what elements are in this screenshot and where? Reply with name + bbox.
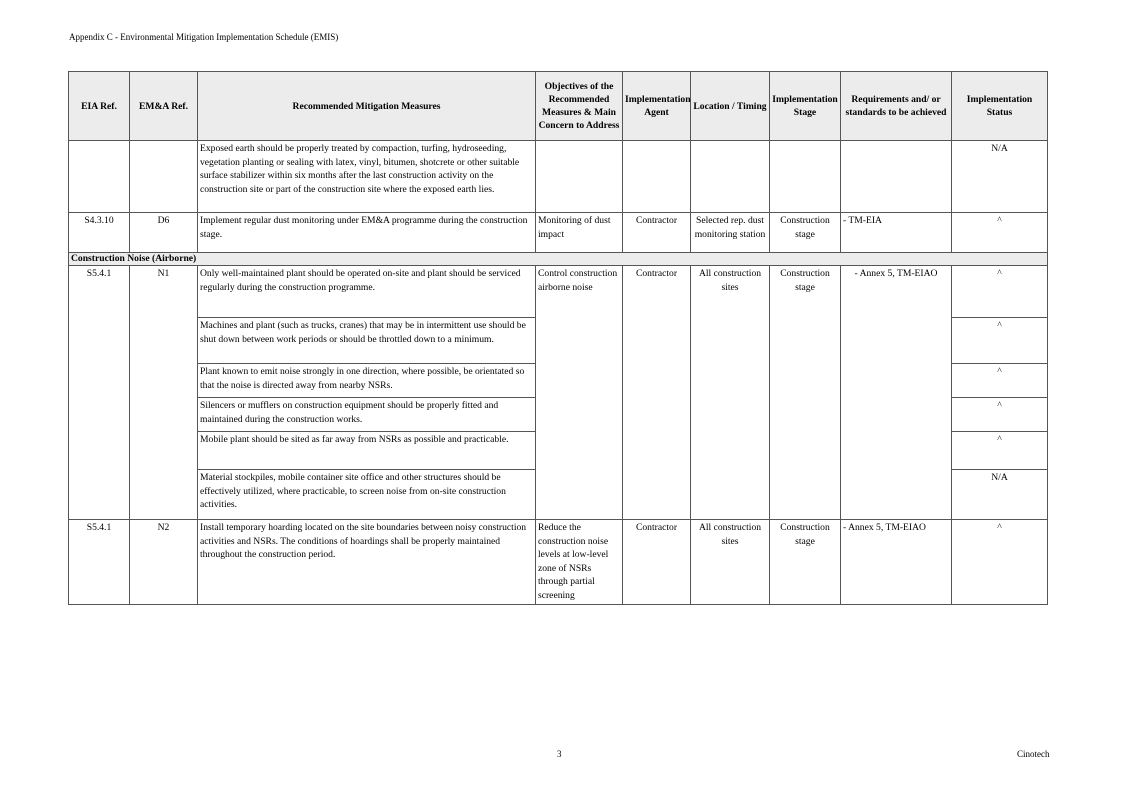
objective-cell: Monitoring of dust impact xyxy=(536,213,623,253)
eia-ref-cell: S4.3.10 xyxy=(69,213,130,253)
table-row xyxy=(69,266,1048,318)
emis-table xyxy=(68,71,1048,605)
status-cell: ^ xyxy=(952,398,1048,432)
requirement-cell xyxy=(841,141,952,213)
objective-cell xyxy=(536,398,623,432)
col-header-ema-ref: EM&A Ref. xyxy=(130,72,198,141)
location-cell: All construction sites xyxy=(691,520,770,605)
agent-cell xyxy=(623,432,691,470)
measure-cell: Install temporary hoarding located on the site boundaries between noisy construction activities and NSRs. The conditions of hoardings shall be properly maintained throughout the construction period. xyxy=(198,520,536,605)
col-header-stage: Implementation Stage xyxy=(770,72,841,141)
location-cell xyxy=(691,141,770,213)
requirement-cell xyxy=(841,432,952,470)
location-cell xyxy=(691,398,770,432)
objective-cell: Control construction airborne noise xyxy=(536,266,623,318)
measure-cell: Exposed earth should be properly treated by compaction, turfing, hydroseeding, vegetation planting or sealing with latex, vinyl, bitumen, shotcrete or other suitable surface stabilizer within six months after the last construction activity on the construction site or part of the construction site where the exposed earth lies. xyxy=(198,141,536,213)
objective-cell xyxy=(536,364,623,398)
agent-cell xyxy=(623,141,691,213)
status-cell: N/A xyxy=(952,470,1048,520)
eia-ref-cell xyxy=(69,470,130,520)
agent-cell: Contractor xyxy=(623,520,691,605)
table-row xyxy=(69,364,1048,398)
status-cell: ^ xyxy=(952,266,1048,318)
agent-cell xyxy=(623,398,691,432)
table-row xyxy=(69,213,1048,253)
objective-cell xyxy=(536,141,623,213)
company-name: Cinotech xyxy=(1017,749,1050,759)
status-cell: ^ xyxy=(952,432,1048,470)
ema-ref-cell xyxy=(130,141,198,213)
objective-cell: Reduce the construction noise levels at low-level zone of NSRs through partial screening xyxy=(536,520,623,605)
table-row xyxy=(69,470,1048,520)
stage-cell xyxy=(770,470,841,520)
requirement-cell xyxy=(841,364,952,398)
table-header-row xyxy=(69,72,1048,141)
page-number: 3 xyxy=(557,749,562,759)
table-row xyxy=(69,141,1048,213)
stage-cell xyxy=(770,432,841,470)
ema-ref-cell: N1 xyxy=(130,266,198,318)
location-cell xyxy=(691,364,770,398)
requirement-cell xyxy=(841,470,952,520)
stage-cell: Construction stage xyxy=(770,266,841,318)
status-cell: ^ xyxy=(952,520,1048,605)
measure-cell: Material stockpiles, mobile container site office and other structures should be effectively utilized, where practicable, to screen noise from on-site construction activities. xyxy=(198,470,536,520)
agent-cell: Contractor xyxy=(623,266,691,318)
measure-cell: Plant known to emit noise strongly in one direction, where possible, be orientated so that the noise is directed away from nearby NSRs. xyxy=(198,364,536,398)
stage-cell: Construction stage xyxy=(770,520,841,605)
location-cell xyxy=(691,470,770,520)
agent-cell xyxy=(623,470,691,520)
ema-ref-cell xyxy=(130,318,198,364)
col-header-status: Implementation Status xyxy=(952,72,1048,141)
col-header-measures: Recommended Mitigation Measures xyxy=(198,72,536,141)
measure-cell: Mobile plant should be sited as far away from NSRs as possible and practicable. xyxy=(198,432,536,470)
objective-cell xyxy=(536,470,623,520)
requirement-cell: - TM-EIA xyxy=(841,213,952,253)
col-header-location: Location / Timing xyxy=(691,72,770,141)
agent-cell xyxy=(623,364,691,398)
eia-ref-cell xyxy=(69,398,130,432)
eia-ref-cell xyxy=(69,364,130,398)
location-cell xyxy=(691,432,770,470)
status-cell: ^ xyxy=(952,213,1048,253)
section-row xyxy=(69,253,1048,266)
table-row xyxy=(69,432,1048,470)
ema-ref-cell xyxy=(130,398,198,432)
ema-ref-cell xyxy=(130,470,198,520)
measure-cell: Machines and plant (such as trucks, cranes) that may be in intermittent use should be shut down between work periods or should be throttled down to a minimum. xyxy=(198,318,536,364)
measure-cell: Silencers or mufflers on construction equipment should be properly fitted and maintained during the construction works. xyxy=(198,398,536,432)
ema-ref-cell: N2 xyxy=(130,520,198,605)
objective-cell xyxy=(536,432,623,470)
location-cell: Selected rep. dust monitoring station xyxy=(691,213,770,253)
requirement-cell xyxy=(841,398,952,432)
table-row xyxy=(69,318,1048,364)
table-row xyxy=(69,398,1048,432)
stage-cell xyxy=(770,318,841,364)
status-cell: ^ xyxy=(952,364,1048,398)
eia-ref-cell: S5.4.1 xyxy=(69,266,130,318)
col-header-requirements: Requirements and/ or standards to be achieved xyxy=(841,72,952,141)
eia-ref-cell xyxy=(69,432,130,470)
eia-ref-cell xyxy=(69,141,130,213)
col-header-objectives: Objectives of the Recommended Measures & Main Concern to Address xyxy=(536,72,623,141)
eia-ref-cell: S5.4.1 xyxy=(69,520,130,605)
objective-cell xyxy=(536,318,623,364)
stage-cell xyxy=(770,141,841,213)
section-title: Construction Noise (Airborne) xyxy=(69,253,1048,266)
page-header: Appendix C - Environmental Mitigation Implementation Schedule (EMIS) xyxy=(69,32,339,42)
stage-cell xyxy=(770,398,841,432)
col-header-eia-ref: EIA Ref. xyxy=(69,72,130,141)
col-header-agent: Implementation Agent xyxy=(623,72,691,141)
status-cell: N/A xyxy=(952,141,1048,213)
ema-ref-cell xyxy=(130,364,198,398)
requirement-cell: - Annex 5, TM-EIAO xyxy=(841,520,952,605)
agent-cell xyxy=(623,318,691,364)
ema-ref-cell: D6 xyxy=(130,213,198,253)
measure-cell: Implement regular dust monitoring under EM&A programme during the construction stage. xyxy=(198,213,536,253)
eia-ref-cell xyxy=(69,318,130,364)
agent-cell: Contractor xyxy=(623,213,691,253)
location-cell xyxy=(691,318,770,364)
stage-cell: Construction stage xyxy=(770,213,841,253)
requirement-cell: - Annex 5, TM-EIAO xyxy=(841,266,952,318)
requirement-cell xyxy=(841,318,952,364)
table-row xyxy=(69,520,1048,605)
measure-cell: Only well-maintained plant should be operated on-site and plant should be serviced regularly during the construction programme. xyxy=(198,266,536,318)
ema-ref-cell xyxy=(130,432,198,470)
status-cell: ^ xyxy=(952,318,1048,364)
location-cell: All construction sites xyxy=(691,266,770,318)
stage-cell xyxy=(770,364,841,398)
